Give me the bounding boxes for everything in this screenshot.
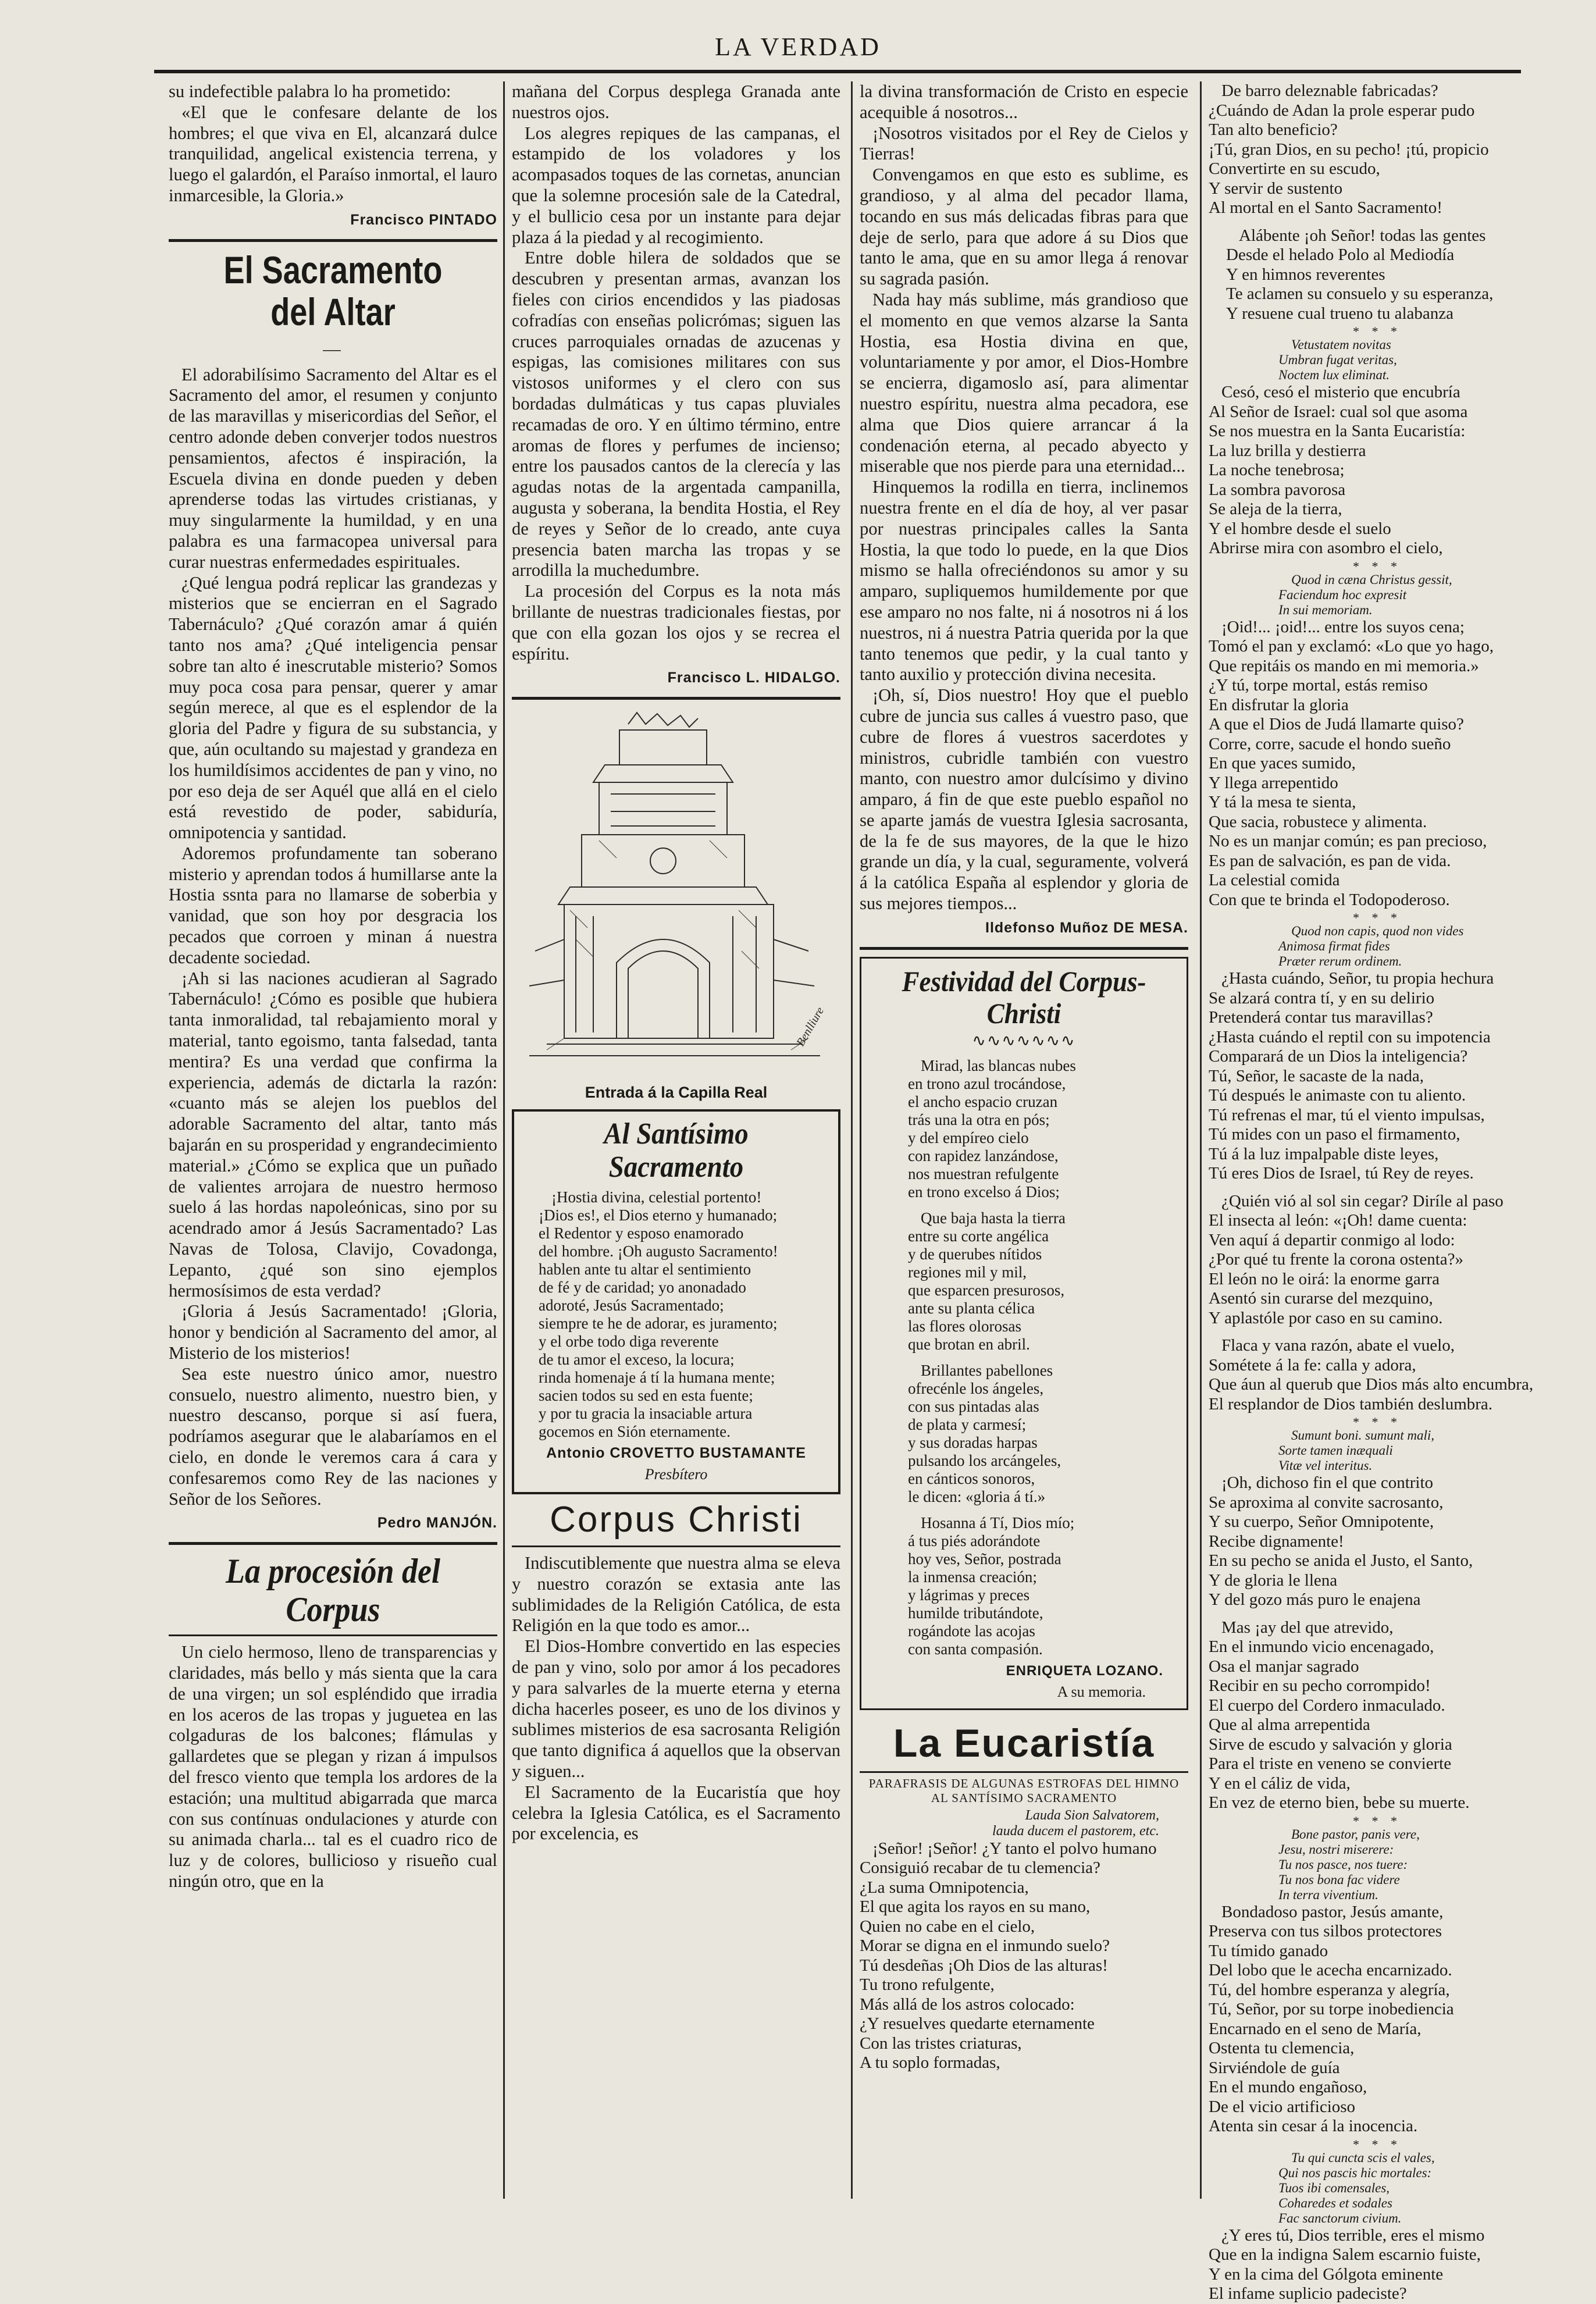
author-signature: Francisco PINTADO [350, 211, 497, 228]
title-rule [860, 1771, 1188, 1773]
paragraph: El Sacramento de la Eucaristía que hoy celebra la Iglesia Católica, es el Sacramento por excelencia, es [512, 1782, 840, 1844]
author-signature: Ildefonso Muñoz DE MESA. [985, 919, 1188, 936]
poem-author: ENRIQUETA LOZANO. [1006, 1663, 1163, 1679]
section-rule [169, 1542, 497, 1545]
poem-lines: ¿Y eres tú, Dios terrible, eres el mismo Que en la indigna Salem escarnio fuiste, Y en la cima del Gólgota eminente El infame suplicio padeciste? [1209, 2225, 1485, 2303]
poem-author-note: A su memoria. [1057, 1683, 1146, 1701]
title-ornament: ∿∿∿∿∿∿∿ [972, 1031, 1076, 1050]
poem-lines: De barro deleznable fabricadas? ¿Cuándo de Adan la prole esperar pudo Tan alto beneficio? ¡Tú, gran Dios, en su pecho! ¡tú, propicio Convertirte en su escudo, Y servir de sustento Al mortal en el Santo Sacramento! [1209, 81, 1489, 217]
latin-verse: Tu qui cuncta scis el vales, Qui nos pascis hic mortales: Tuos ibi comensales, Coharedes et sodales Fac sanctorum civium. [1278, 2150, 1435, 2225]
section-rule [512, 697, 840, 700]
title-ornament: — [323, 339, 343, 359]
poem-lines: Mas ¡ay del que atrevido, En el inmundo vicio encenagado, Osa el manjar sagrado Recibir en su pecho corrompido! El cuerpo del Cordero inmaculado. Que al alma arrepentida Sirve de escudo y salvación y gloria Para el triste en veneno se convierte Y en el cáliz de vida, En vez de eterno bien, bebe su muerte. [1209, 1618, 1470, 1812]
paragraph: Entre doble hilera de soldados que se descubren y presentan armas, avanzan los fieles con cirios encendidos y las piadosas cofradías con enseñas policrómas; siguen las cruces parroquiales ornadas de azucenas y espigas, las comisiones militares con sus vistosos uniformes y el clero con sus bordadas dulmáticas y tus capas pluviales recamadas de oro. Y en último término, entre aromas de flores y perfumes de incienso; entre los pausados cantos de la clerecía y las agudas notas de la argentada campanilla, augusta y soberana, la bendita Hostia, el Rey de reyes y Señor de lo creado, ante cuya presencia baten marcha las tropas y se arrodilla la muchedumbre. [512, 248, 840, 581]
latin-verse: Quod non capis, quod non vides Animosa firmat fides Præter rerum ordinem. [1278, 924, 1464, 968]
paragraph: ¡Oh, sí, Dios nuestro! Hoy que el pueblo cubre de juncia sus calles á vuestro paso, que cubre de flores á vuestros sacerdotes y ministros, cubridle también con vuestro manto, con nuestro amor dulcísimo y divino amparo, á fin de que este pueblo español no se aparte jamás de vuestra Iglesia sacrosanta, de la fe de sus mayores, de la que le hizo grande un día, y la cual, seguramente, volverá á la católica España al esplendor y gloria de sus mejores tiempos... [860, 685, 1188, 914]
paragraph: Hinquemos la rodilla en tierra, inclinemos nuestra frente en el día de hoy, al ver pasar por nuestras principales calles la Santa Hostia, la que todo lo puede, en la que Dios mismo se halla ofreciéndonos su amor y su amparo, supliquemos humildemente por que ese amparo no nos falte, ni á nosotros ni á los nuestros, ni á nuestra Patria querida por la que tanto tenemos que pedir, y la cual tanto y tanto auxilio y protección divina necesita. [860, 477, 1188, 685]
paragraph: Sea este nuestro único amor, nuestro consuelo, nuestro alimento, nuestro bien, y nuestro descanso, porque si así fuera, podríamos asegurar que le alabaríamos en el cielo, en donde le veremos cara á cara y confesaremos como Rey de las naciones y Señor de los Señores. [169, 1363, 497, 1509]
poem-lines: ¡Hostia divina, celestial portento! ¡Dios es!, el Dios eterno y humanado; el Redentor y esposo enamorado del hombre. ¡Oh augusto Sacramento! hablen ante tu altar el sentimiento de fé y de caridad; yo anonadado adoroté, Jesús Sacramentado; siempre te he de adorar, es juramento; y el orbe todo diga reverente de tu amor el exceso, la locura; rinda homenaje á tí la humana mente; sacien todos su sed en esta fuente; y por tu gracia la insaciable artura gocemos en Sión eternamente. [539, 1188, 778, 1441]
article-title: Corpus Christi [550, 1499, 803, 1540]
latin-verse: Quod in cæna Christus gessit, Faciendum hoc expresit In sui memoriam. [1278, 572, 1452, 617]
paragraph: ¡Gloria á Jesús Sacramentado! ¡Gloria, honor y bendición al Sacramento del amor, al Misterio de los misterios! [169, 1301, 497, 1363]
illustration-caption: Entrada á la Capilla Real [585, 1084, 768, 1102]
star-ornament: * * * [1353, 558, 1402, 574]
paragraph: mañana del Corpus desplega Granada ante nuestros ojos. [512, 81, 840, 122]
star-ornament: * * * [1353, 324, 1402, 339]
poem-lines: ¡Oid!... ¡oid!... entre los suyos cena; Tomó el pan y exclamó: «Lo que yo hago, Que repitáis os mando en mi memoria.» ¿Y tú, torpe mortal, estás remiso En disfrutar la gloria A que el Dios de Judá llamarte quiso? Corre, corre, sacude el hondo sueño En que yaces sumido, Y llega arrepentido Y tá la mesa te sienta, Que sacia, robustece y alimenta. No es un manjar común; es pan precioso, Es pan de salvación, es pan de vida. La celestial comida Con que te brinda el Todopoderoso. [1209, 617, 1494, 909]
poem-lines: ¡Oh, dichoso fin el que contrito Se aproxima al convite sacrosanto, Y su cuerpo, Señor Omnipotente, Recibe dignamente! En su pecho se anida el Justo, el Santo, Y de gloria le llena Y del gozo más puro le enajena [1209, 1473, 1473, 1609]
poem-lines: ¿Hasta cuándo, Señor, tu propia hechura Se alzará contra tí, y en su delirio Pretenderá contar tus maravillas? ¿Hasta cuándo el reptil con su impotencia Comparará de un Dios la inteligencia? Tú, Señor, le sacaste de la nada, Tú después le animaste con tu aliento. Tú refrenas el mar, tú el viento impulsas, Tú mides con un paso el firmamento, Tú á la luz impalpable diste leyes, Tú eres Dios de Israel, tú Rey de reyes. [1209, 969, 1494, 1183]
poem-title: Festividad del Corpus-Christi [902, 964, 1146, 1030]
paragraph: su indefectible palabra lo ha prometido: [169, 81, 451, 101]
paragraph: ¡Ah si las naciones acudieran al Sagrado Tabernáculo! ¿Cómo es posible que hubiera tanta inmoralidad, tal rebajamiento moral y material, tanto egoismo, tanta falsedad, tanta mentira? Es una verdad que confirma la experiencia, además de dictarla la razón: «cuanto más se alejen los pueblos del adorable Sacramento del altar, tanto más bajarán en su prosperidad y engrandecimiento material.» ¿Cómo se explica que un puñado de valientes arrojara de nuestro hermoso suelo á las hordas napoleónicas, sino por su acendrado amor á Jesús Sacramentado? Las Navas de Tolosa, Clavijo, Covadonga, Lepanto, ¿qué son sino ejemplos hermosísimos de esta verdad? [169, 968, 497, 1301]
poem-lines: Bondadoso pastor, Jesús amante, Preserva con tus silbos protectores Tu tímido ganado Del lobo que le acecha encarnizado. Tú, del hombre esperanza y alegría, Tú, Señor, por su torpe inobediencia Encarnado en el seno de María, Ostenta tu clemencia, Sirviéndole de guía En el mundo engañoso, De el vicio artificioso Atenta sin cesar á la inocencia. [1209, 1902, 1454, 2135]
latin-verse: Sumunt boni. sumunt mali, Sorte tamen inæquali Vitæ vel interitus. [1278, 1428, 1434, 1473]
poem-subtitle: PARAFRASIS DE ALGUNAS ESTROFAS DEL HIMNO AL SANTÍSIMO SACRAMENTO [868, 1776, 1180, 1805]
poem-box [860, 957, 1188, 1710]
poem-lines: Cesó, cesó el misterio que encubría Al Señor de Israel: cual sol que asoma Se nos muestra en la Santa Eucaristía: La luz brilla y destierra La noche tenebrosa; La sombra pavorosa Se aleja de la tierra, Y el hombre desde el suelo Abrirse mira con asombro el cielo, [1209, 383, 1468, 557]
paragraph: Nada hay más sublime, más grandioso que el momento en que vemos alzarse la Santa Hostia, esa Hostia divina en que, voluntariamente y por amor, el Dios-Hombre se encierra, digamoslo así, para alimentar nuestro espíritu, nuestra alma pecadora, ese alma que Dios quiere arrancar á la condenación eterna, al pecado abyecto y miserable que nos pierde para una eternidad... [860, 289, 1188, 476]
column-2 [512, 81, 840, 1844]
paragraph: El adorabilísimo Sacramento del Altar es el Sacramento del amor, el resumen y conjunto de las maravillas y misericordias del Señor, el centro adonde deben converjer todos nuestros pensamientos, afectos é inspiración, la Escuela divina en donde pueden y deben aprenderse todas las virtudes cristianas, y muy singularmente la humildad, y en una palabra es una farmacopea universal para curar nuestras enfermedades espirituales. [169, 364, 497, 572]
masthead: LA VERDAD [715, 33, 881, 61]
column-4 [1209, 81, 1546, 2304]
author-signature: Francisco L. HIDALGO. [667, 670, 840, 686]
paragraph: ¡Nosotros visitados por el Rey de Cielos y Tierras! [860, 123, 1188, 164]
chapel-entrance-illustration [512, 707, 840, 1079]
section-rule [169, 239, 497, 242]
paragraph: Los alegres repiques de las campanas, el estampido de los voladores y los acompasados toques de las cornetas, anuncian que la solemne procesión sale de la Catedral, y el bullicio cesa por un instante para dejar plaza á la piedad y al recogimiento. [512, 123, 840, 247]
author-signature: Pedro MANJÓN. [377, 1515, 497, 1532]
column-divider [1200, 81, 1202, 2199]
article-title: La Eucaristía [893, 1721, 1155, 1766]
poem-lines: Alábente ¡oh Señor! todas las gentes Desde el helado Polo al Mediodía Y en himnos reverentes Te aclamen su consuelo y su esperanza, Y resuene cual trueno tu alabanza [1226, 226, 1494, 323]
article-title: El Sacramento del Altar [223, 248, 443, 334]
poem-title: Al Santísimo Sacramento [604, 1117, 749, 1184]
section-rule [860, 947, 1188, 950]
column-1 [169, 81, 497, 1892]
article-title: La procesión del Corpus [226, 1552, 440, 1629]
paragraph: El Dios-Hombre convertido en las especies de pan y vino, solo por amor á los pecadores y para salvarles de la muerte eterna y eterna dicha hacerles poseer, es uno de los divinos y sublimes misterios de esa sacrosanta Religión que tanto dignifica á aquellos que la observan y siguen... [512, 1636, 840, 1782]
column-divider [503, 81, 505, 2199]
latin-verse: Vetustatem novitas Umbran fugat veritas, Noctem lux eliminat. [1278, 337, 1397, 382]
poem-stanza: Hosanna á Tí, Dios mío; á tus piés adorándote hoy ves, Señor, postrada la inmensa creación; y lágrimas y preces humilde tributándote, rogándote las acojas con santa compasión. [908, 1514, 1075, 1658]
title-rule [169, 1634, 497, 1636]
latin-verse: Bone pastor, panis vere, Jesu, nostri miserere: Tu nos pasce, nos tuere: Tu nos bona fac videre In terra viventium. [1278, 1826, 1420, 1902]
poem-stanza: Brillantes pabellones ofrecénle los ángeles, con sus pintadas alas de plata y carmesí; y sus doradas harpas pulsando los arcángeles, en cánticos sonoros, le dicen: «gloria á tí.» [908, 1362, 1061, 1506]
poem-lines: ¡Señor! ¡Señor! ¿Y tanto el polvo humano Consiguió recabar de tu clemencia? ¿La suma Omnipotencia, El que agita los rayos en su mano, Quien no cabe en el cielo, Morar se digna en el inmundo suelo? Tú desdeñas ¡Oh Dios de las alturas! Tu trono refulgente, Más allá de los astros colocado: ¿Y resuelves quedarte eternamente Con las tristes criaturas, A tu soplo formadas, [860, 1839, 1157, 2072]
title-rule [512, 1546, 840, 1547]
column-3 [860, 81, 1188, 2073]
poem-lines: ¿Quién vió al sol sin cegar? Diríle al paso El insecta al león: «¡Oh! dame cuenta: Ven aquí á departir conmigo al lodo: ¿Por qué tu frente la corona ostenta?» El león no le oirá: la enorme garra Asentó sin curarse del mezquino, Y aplastóle por caso en su camino. [1209, 1191, 1504, 1327]
paragraph: ¿Qué lengua podrá replicar las grandezas y misterios que se encierran en el Sagrado Tabernáculo? ¿Qué corazón amar á quién tanto nos ama? ¿Qué inteligencia pensar sobre tan alto é inescrutable misterio? Somos muy poca cosa para pensar, querer y amar según merece, al que es el esplendor de la gloria del Padre y figura de su substancia, y que, aún ocultando su majestad y grandeza en los humildísimos accidentes de pan y vino, no por eso deja de ser Aquél que allá en el cielo está revestido de poder, sabiduría, omnipotencia y santidad. [169, 572, 497, 843]
star-ornament: * * * [1353, 910, 1402, 925]
poem-stanza: Mirad, las blancas nubes en trono azul trocándose, el ancho espacio cruzan trás una la otra en pós; y del empíreo cielo con rapidez lanzándose, nos muestran refulgente en trono excelso á Dios; [908, 1057, 1076, 1201]
paragraph: Convengamos en que esto es sublime, es grandioso, y al alma del pecador llama, tocando en sus más delicadas fibras para que deje de serlo, para que adore á su Dios que tanto le ama, que en su amor llega á renovar su sagrada pasión. [860, 165, 1188, 289]
poem-lines: Flaca y vana razón, abate el vuelo, Sométete á la fe: calla y adora, Que áun al querub que Dios más alto encumbra, El resplandor de Dios también deslumbra. [1209, 1336, 1534, 1413]
column-divider [851, 81, 853, 2199]
paragraph: Adoremos profundamente tan soberano misterio y aprendan todos á humillarse ante la Hostia ssnta para no llamarse de soberbia y vanidad, que son hoy por desgracia los pecados que corroen y minan á nuestra decadente sociedad. [169, 843, 497, 967]
paragraph: la divina transformación de Cristo en especie acequible á nosotros... [860, 81, 1188, 122]
illustrator-signature: Benlliure [794, 1005, 827, 1049]
paragraph: Indiscutiblemente que nuestra alma se eleva y nuestro corazón se extasia ante las sublimidades de la Religión Católica, de esta Religión en la que todo es amor... [512, 1553, 840, 1636]
poem-author-role: Presbítero [644, 1466, 708, 1483]
star-ornament: * * * [1353, 1813, 1402, 1828]
poem-stanza: Que baja hasta la tierra entre su corte angélica y de querubes nítidos regiones mil y mil, que esparcen presurosos, ante su planta célica las flores olorosas que brotan en abril. [908, 1209, 1066, 1354]
masthead-rule [154, 70, 1521, 73]
poem-epigraph: Lauda Sion Salvatorem, lauda ducem el pastorem, etc. [992, 1807, 1159, 1839]
poem-box [512, 1109, 840, 1494]
paragraph: Un cielo hermoso, lleno de transparencias y claridades, más bello y más sienta que la cara de una virgen; un sol espléndido que irradia en los aceros de las tropas y juguetea en las colgaduras de los balcones; flámulas y gallardetes que se plegan y rizan á impulsos del fresco viento que templa los ardores de la estación; una multitud abigarrada que marca con sus contínuas ondulaciones y aturde con su animada charla... tal es el cuadro rico de luz y de colores, bullicioso y risueño cual ningún otro, que en la [169, 1642, 497, 1891]
paragraph: La procesión del Corpus es la nota más brillante de nuestras tradicionales fiestas, por que con ella gozan los ojos y se recrea el espíritu. [512, 581, 840, 664]
star-ornament: * * * [1353, 2136, 1402, 2152]
star-ornament: * * * [1353, 1415, 1402, 1429]
paragraph: «El que le confesare delante de los hombres; el que viva en El, alcanzará dulce tranquilidad, angelical existencia terrena, y luego el galardón, el Paraíso inmortal, el lauro inmarcesible, la Gloria.» [169, 102, 497, 205]
poem-author: Antonio CROVETTO BUSTAMANTE [546, 1445, 806, 1462]
